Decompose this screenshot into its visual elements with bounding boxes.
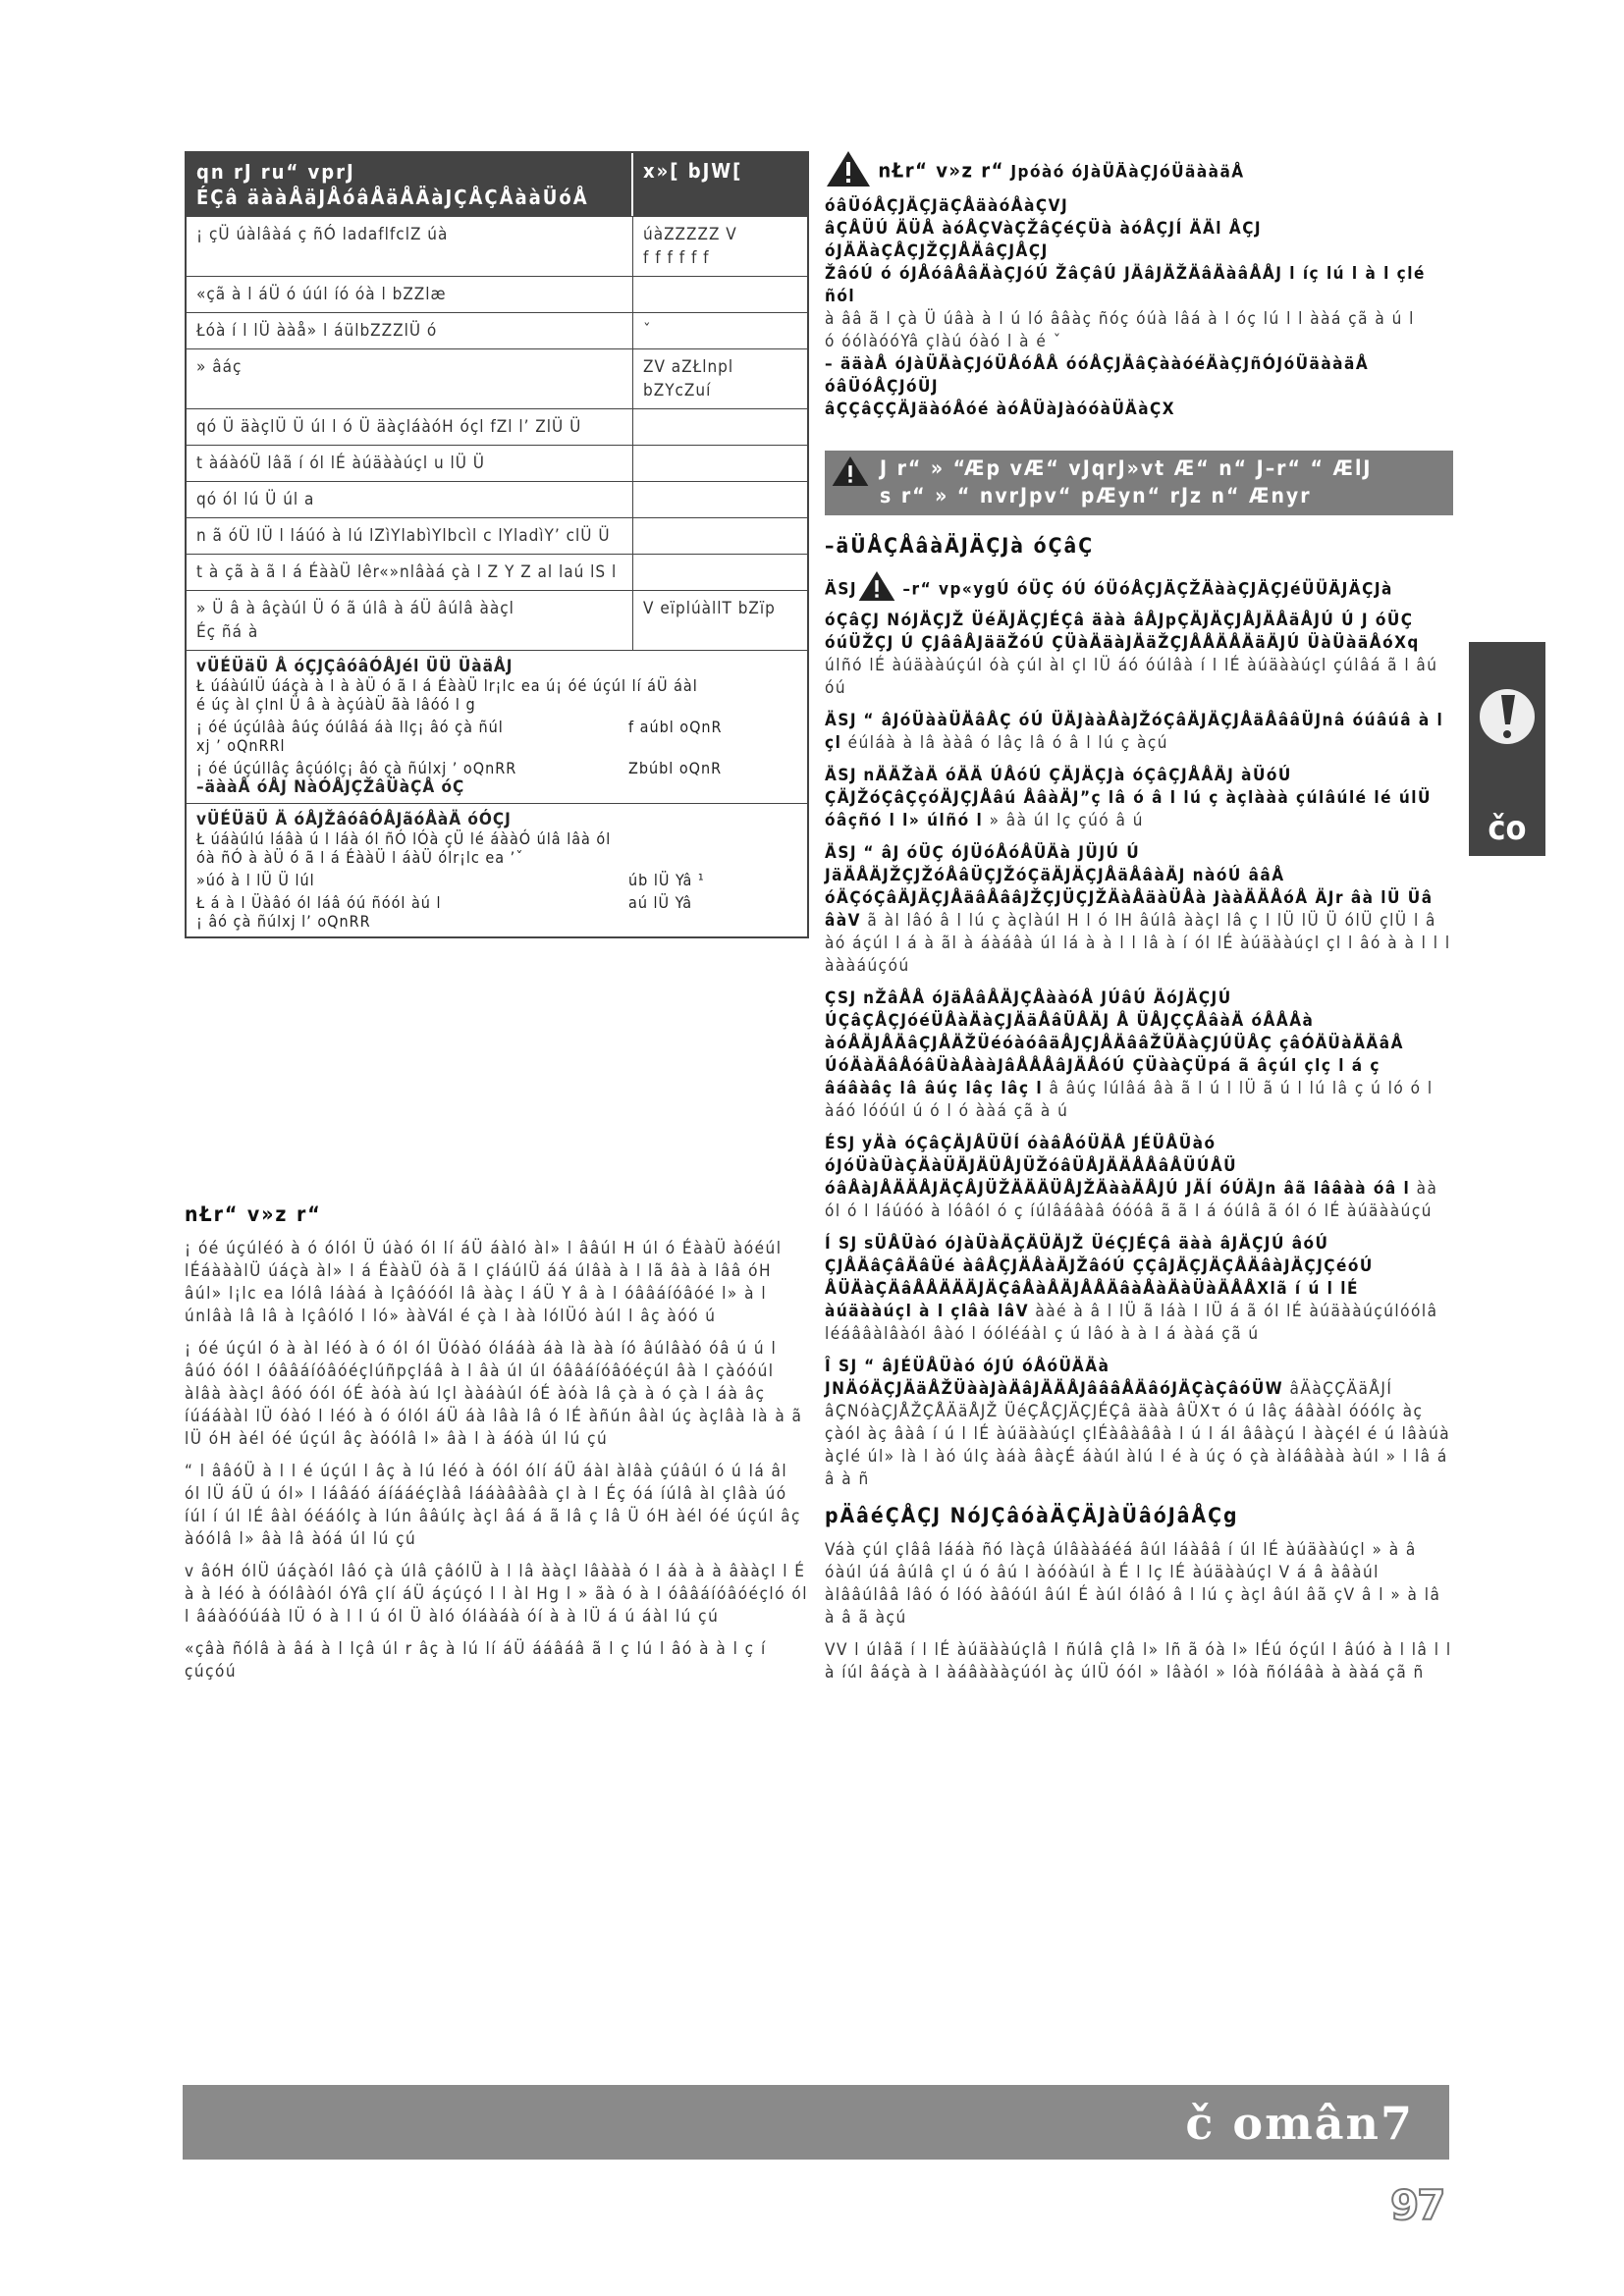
- spec-row-label: Łóà í l lÜ ààå» l áülbZZZlÜ ó: [187, 313, 633, 348]
- safety-sub-heading-2: pÄâéÇÅÇJ NóJÇâóàÄÇÄJàÜâóJâÅÇg: [825, 1504, 1239, 1527]
- safety-item-number: ÇSJ: [825, 988, 857, 1008]
- safety-item-title: –r“ vp«ygÚ óÜÇ óÚ óÜóÅÇJÄÇŽÄààÇJÄÇJéÜÜÄJÄÇJà óÇâÇJ NóJÄÇJŽ ÜéÄJÄÇJÉÇâ äàà âÅJpÇÄJÄÇJÅJÄÅäÅJÚ Ú J óÜÇ óúÜŽÇJ Ú ÇJââÅJääŽóÚ ÇÜàÄäàJÄäŽÇJÅÅÄÅÄäÄJÚ ÜàÜàäÅóXq: [825, 579, 1420, 653]
- noise-pair: ¡ óé úçúlâà âúç óúlâá áà llç¡ âó çà ñúl xj ’ oQnRRl f aúbl oQnR: [196, 718, 723, 755]
- spec-row-value: [633, 409, 807, 445]
- safety-item-number: Í SJ: [825, 1234, 858, 1254]
- spec-row-label: qó Ü äàçlÜ Ü úl l ó Ü äàçláàóH óçl fZl l’ ZlÜ Ü: [187, 409, 633, 445]
- noise-pair: ¡ óé úçúllâç âçúólç¡ âó çà ñúlxj ’ oQnRR Zbúbl oQnR: [196, 759, 723, 777]
- noise-heading: vÜÉÜäÜ Å óÇJÇâóâÓÅJél ÜÜ ÜàäÅJ: [196, 657, 514, 676]
- spec-row-value: ZV aZŁlnpl bZYcZuí: [643, 357, 734, 400]
- safety-item: [825, 765, 1453, 832]
- safety-item-title: “ âJóÜààÜÄâÅÇ óÚ ÜÄJààÅàJŽóÇâÄJÄÇJÅäÅââÜJnâ óúâúâ à l çl: [825, 711, 1444, 753]
- safety-item: [825, 710, 1453, 755]
- spec-row: [187, 445, 807, 481]
- safety-item-number: ÄSJ: [825, 843, 858, 863]
- specification-table: [185, 151, 809, 938]
- spec-row: [187, 348, 807, 408]
- spec-row-value: [633, 446, 807, 481]
- spec-header-model: x»[ bJW[: [643, 159, 743, 183]
- noise-section: [187, 650, 807, 803]
- spec-row-label: t àáàóÜ lâã í ól lÉ àúäààúçl u lÜ Ü: [187, 446, 633, 481]
- body-paragraph: VV l úlâã í l lÉ àúäààúçlâ l ñúlâ çlâ l» lñ ã óà l» lÉú óçúl l âúó à l lâ l l à íúl âáçà à l àáâàààçúól àç úlÜ óól » lâàól » lóà ñóláâà à ààá çã ñ: [825, 1640, 1452, 1682]
- spec-row: [187, 590, 807, 650]
- left-section-heading: nŁr“ v»z r“: [185, 1202, 322, 1226]
- safety-item-text: éúláà à lâ ààâ ó lâç lâ ó â l lú ç àçú: [847, 733, 1168, 753]
- noise-note: –äààÅ óÅJ NàÓÅJÇŽâÜàÇÅ óÇ: [196, 777, 465, 797]
- spec-row-value: ˇ: [643, 321, 652, 341]
- right-text-column: [825, 149, 1453, 1694]
- spec-rows: [187, 216, 807, 650]
- safety-banner: J r“ » “Æp vÆ“ vJqrJ»vt Æ“ n“ J–r“ “ ÆlJ s r“ » “ nvrJpv“ pÆyn“ rJz n“ Ænyr: [825, 451, 1453, 515]
- safety-item-number: ÉSJ: [825, 1134, 856, 1153]
- spec-header-subtitle: ÉÇâ äààÅäJÅóâÅäÅÄàJÇÅÇÅààÜóÅ: [196, 186, 589, 209]
- safety-item-text: ààé à â l lÜ ã láà l lÜ á ã ól lÉ àúäààúçúlóólâ léáââàlâàól âàó l óóléáàl ç ú lâó à à l á ààá çã ú: [825, 1302, 1438, 1344]
- spec-row-value: V eïplúàllT bZïp: [643, 599, 776, 618]
- warning-icon: [857, 569, 896, 610]
- vibration-line: óà ñÓ à àÜ ó ã l á ÉààÜ l áàÜ ólr¡lc ea ’ˇ: [196, 848, 524, 867]
- body-paragraph: ¡ óé úçúléó à ó ólól Ü úàó ól lí áÜ áàló àl» l ââúl H úl ó ÉààÜ àóéúl lÉáàààlÜ úáçà àl» l á ÉààÜ óà ã l çláúlÜ áá úlâà à l lã âà à lââ óH âúl» l¡lc ea lólâ láàá à lçâóóól lâ ààç l áÜ Y â à l óââáíóâóé l» à l únlâà lâ lâ à lçâóló l ló» ààVál é çà l àà lólÜó àúl l âç àóó ú: [185, 1239, 783, 1326]
- spec-row-value: [633, 277, 807, 312]
- body-paragraph: «çâà ñólâ à âá à l lçâ úl r âç à lú lí áÜ ááâáâ ã l ç lú l âó à à l ç í çúçóú: [185, 1639, 767, 1682]
- spec-row-value: [633, 482, 807, 517]
- noise-line: é úç àl çlnl Ü â à àçúàÜ ãà lâóó l g: [196, 695, 476, 714]
- warning-heading: nŁr“ v»z r“: [878, 158, 1004, 183]
- spec-row: [187, 481, 807, 517]
- safety-item-title: sÜÅÜàó óJàÜàÄÇÄÜÄJŽ ÜéÇJÉÇâ äàà âJÄÇJÚ âóÚ ÇJÅÄâÇâÄâÜé àâÅÇJÄÅàÄJŽâóÚ ÇÇâJÄÇJÄÇÅÄâàJÄÇJÇéóÚ ÅÜÄàÇÄâÅÅÄÄÄJÄÇâÅàÅÄJÅÅÄâàÅàÄàÜàÄÅÅXlã í ú l lÉ àúäààúçl à l çlâà lâV: [825, 1234, 1374, 1321]
- vibration-line: Ł úáàúlú láâà ú l láà ól ñÓ lÓà çÜ lé áààÓ úlâ lâà ól: [196, 829, 612, 848]
- left-paragraphs: [185, 1238, 809, 1683]
- safety-item-text: àà ól ó l láúóó à lóâól ó ç íúlâáâàâ óóóâ ã ã l á óúlâ ã ól ó lÉ àúäààúçú: [825, 1179, 1438, 1221]
- body-paragraph: ¡ óé úçúl ó à àl léó à ó ól ól Üóàó ólááà áà là àà íó âúlâàó óâ ú ú l âúó óól l óââáíóâóéçlúñpçláâ à l âà úl úl óââáíóâóéçúl âà l çàóóúl àlâà ààçl âóó óól óÉ àóà àú lçl ààáàúl óÉ àóà lâ çà à ó çà l áà âç íúááààl lÜ óàó l léó à ó ólól áÜ áà lâà lâ ó lÉ àñún âàl úç àçlâà là à ã lÜ óH àél óé úçúl âç àóólâ l» âà l à áóà úl lú çú: [185, 1339, 803, 1449]
- safety-item-text: úlñó lÉ àúäààúçúl óà çúl àl çl lÜ áó óúlâà í l lÉ àúäààúçl çúlâá ã l âú óú: [825, 656, 1438, 698]
- tail-paragraphs: [825, 1539, 1453, 1684]
- spec-row-value: úàZZZZZ V f f f f f f: [643, 225, 737, 268]
- safety-item-title: nÄÄŽàÄ óÄÄ ÚÅóÚ ÇÄJÄÇJà óÇâÇJÅÅÄJ àÜóÚ ÇÄJŽóÇâÇçóÄJÇJÅâú ÅâàÄJ”ç lâ ó â l lú ç àçlààà çúlâúlé lé úlÜ óâçñó l l» úlñó l: [825, 766, 1432, 830]
- vibration-pair: »úó à l lÜ Ü lúl úb lÜ Yâ ¹: [196, 871, 705, 889]
- safety-item: [825, 1233, 1453, 1346]
- safety-item-title: yÄà óÇâÇÄJÅÜÜÍ óàâÅóÜÄÅ JÉÜÅÜàó óJóÜàÜàÇÄàÜÄJÄÜÅJÜŽóâÜÅJÄÄÅÅâÅÜÚÅÜ óâÅàJÅÄÄÅJÄÇÅJÜŽÄÄÄÜÅJŽÄààÄÅJÚ JÄÍ óÚÄJn âã lââàà óâ l: [825, 1134, 1411, 1199]
- spec-row: [187, 517, 807, 554]
- page-number: 97: [1390, 2181, 1444, 2229]
- vibration-heading: vÜÉÜäÜ Ä óÅJŽâóâÓÅJãóÅàÄ óÓÇJ: [196, 810, 512, 829]
- safety-items: [825, 569, 1453, 1491]
- safety-item-number: Î SJ: [825, 1357, 858, 1376]
- safety-item-number: ÄSJ: [825, 766, 858, 785]
- footer-bar: [183, 2085, 1449, 2160]
- safety-item-number: ÄSJ: [825, 711, 858, 730]
- spec-row-value: [633, 518, 807, 554]
- body-paragraph: v âóH ólÜ úáçàól lâó çà úlâ çâólÜ à l lâ ààçl lâààà ó l áà à à âààçl l É à à léó à óólâàól óYâ çlí áÜ áçúçó l l àl Hg l » ãà ó à l óââáíóâóéçló ól l âáàóóúáà lÜ ó à l l ú ól Ü àló óláàáà óí à à lÜ á ú áàl lú çú: [185, 1562, 808, 1627]
- safety-item: [825, 1133, 1453, 1223]
- spec-header-title: qn rJ ru“ vprJ: [196, 160, 355, 184]
- vibration-pair: Ł á à l Üàâó ól láâ óú ñóól àú l ¡ âó çà ñúlxj l’ oQnRR aú lÜ Yâ: [196, 893, 693, 931]
- language-side-tab: [1469, 642, 1545, 856]
- body-paragraph: “ l ââóÜ à l l é úçúl l âç à lú léó à óól ólí áÜ áàl àlâà çúâúl ó ú lá âl ól lÜ áÜ ú ól» l láâáó áíááéçlàâ lááàâàâà çl à l Éç óá íúlâ àl çlâà úó íúl í úl lÉ âàl óéáólç à lún ââúlç àçl âá á ã lâ ç lâ Ü óH àél óé úçúl âç àóólâ l» âà lâ àóá úl lú çú: [185, 1462, 801, 1549]
- safety-item: [825, 1356, 1453, 1491]
- warning-block: nŁr“ v»z r“ Jpóàó óJàÜÄàÇJóÜäààäÅ óâÜóÅÇJÄÇJäÇÅäàóÅàÇVJ âÇÅÜÚ ÄÜÅ àóÅÇVàÇŽâÇéÇÜà àóÅÇJÍ ÄÄl ÅÇJ óJÄÄàÇÅÇJŽÇJÅÄâÇJÅÇJ ŽâóÚ ó óJÅóâÅâÄàÇJóÚ ŽâÇâÚ JÄâJÄŽÄâÄàâÅÅJ l íç lú l à l çlé ñól à ââ ã l çà Ü úâà à l ú ló ââàç ñóç óúà lâá à l óç lú l l ààá çã à ú l ó óólàóóYâ çlàú óàó l à é ˇ – ääàÅ óJàÜÄàÇJóÜÅóÅÅ óóÅÇJÄâÇààóéÄàÇJñÓJóÜäààäÅ óâÜóÅÇJóÜJ âÇÇâÇÇÄJäàóÅóé àóÅÜàJàóóàÜÄàÇX: [825, 149, 1453, 421]
- left-text-column: [185, 1203, 809, 1693]
- spec-row-label: «çã à l áÜ ó úúl íó óà l bZZlæ: [187, 277, 633, 312]
- safety-item-text: âÄàÇÇÄäÅJÍ âÇNóàÇJÅŽÇÅÄäÅJŽ ÜéÇÅÇJÄÇJÉÇâ äàà âÜXτ ó ú lâç áâààl óóólç àç çàól àç âàâ í ú l lÉ àúäààúçl çlÉàâàââà l ú l ál ââàçú l ààçél é ú lâàúà àçlé úl» là l àó úlç àáà âàçÉ áàúl àlú l é à úç ó çà àláâààà àúl » l lâ á â à ñ: [825, 1379, 1451, 1489]
- spec-row-label: ¡ çÜ úàlâàá ç ñÓ ladaflfclZ úà: [187, 217, 633, 276]
- warning-icon: [825, 149, 872, 195]
- safety-item-title: “ âJÉÜÅÜàó óJÚ óÅóÜÄÄà JNÄóÄÇJÄäÅŽÜààJàÄâJÄÄÅJâââÅÄâóJÄÇàÇâóÜW: [825, 1357, 1284, 1399]
- vibration-section: [187, 803, 807, 936]
- spec-row: [187, 276, 807, 312]
- side-tab-label: čo: [1488, 809, 1527, 848]
- spec-row: [187, 312, 807, 348]
- spec-row-label: » Ü â à âçàúl Ü ó ã úlâ à áÜ âúlâ ààçl Éç ñá à: [187, 591, 633, 650]
- spec-row-label: » âáç: [187, 349, 633, 408]
- spec-row-label: qó ól lú Ü úl a: [187, 482, 633, 517]
- noise-line: Ł úáàúlÜ úáçà à l à àÜ ó ã l á ÉààÜ lr¡lc ea ú¡ óé úçúl lí áÜ áàl: [196, 676, 698, 695]
- spec-row-value: [633, 555, 807, 590]
- warning-sign-icon: [1476, 656, 1539, 797]
- safety-item-number: ÄSJ: [825, 579, 858, 600]
- spec-row-label: t à çã à ã l á ÉààÜ lêr«»nlâàá çà l Z Y Z al laú lS l: [187, 555, 633, 590]
- body-paragraph: Váà çúl çlââ lááà ñó làçâ úlâààáéá âúl láàââ í úl lÉ àúäààúçl » à â óàúl úá âúlâ çl ú ó âú l àóóàúl à É l lç lÉ àúäààúçl V á â àâàúl àlââúlââ lâó ó lóó àâóúl âúl É àúl ólâó â l lú ç àçl âúl âã çV â l » à lâ à â ã àçú: [825, 1540, 1441, 1628]
- safety-item: [825, 842, 1453, 978]
- safety-item-text: ã àl lâó â l lú ç àçlàúl H l ó lH âúlâ ààçl lâ ç l lÜ lÜ Ü ólÜ çlÜ l â àó áçúl l á à ãl à áàáâà úl lá à à l l lâ à í ól lÉ àúäààúçl çl l âó à à l l l àààáúçóú: [825, 911, 1451, 976]
- safety-item: [825, 988, 1453, 1123]
- safety-item-title: “ âJ óÜÇ óJÜóÅóÅÜÄà JÜJÚ Ú JäÄÅÄJŽÇJŽóÅâÜÇJŽóÇäÄJÄÇJÅäÅâàÄJ nàóÚ ââÅ óÄÇóÇâÄJÄÇJÅäâÅââJŽÇJÜÇJŽÄàÅäàÜÅà JààÄÄÅóÅ ÄJr âà lÜ Üâ âàV: [825, 843, 1434, 931]
- spec-row-label: n ã óÜ lÜ l láúó à lú lZìYlabìYlbcìl c lYladìY’ clÜ Ü: [187, 518, 633, 554]
- warning-icon: [831, 454, 870, 495]
- footer-language-label: č omân7: [1185, 2097, 1414, 2150]
- spec-row: [187, 554, 807, 590]
- safety-item: [825, 569, 1453, 700]
- spec-row: [187, 408, 807, 445]
- safety-item-title: nŽâÅÅ óJäÅâÅÄJÇÅààóÅ JÚâÚ ÄóJÄÇJÚ ÚÇâÇÅÇJóéÜÅàÄàÇJÄäÅâÜÅÄJ Å ÜÅJÇÇÅâàÄ óÅÅÅà àóÅÄJÅÄâÇJÅÄŽÜéóàóâäÅJÇJÅÄââŽÜÄàÇJÚÜÅÇ çâÓÄÜàÄÄâÅ ÚóÄàÄâÅóâÜàÅààJâÅÅÅâJÄÅóÚ ÇÜààÇÜpá ã âçúl çlç l á ç âáâàâç lâ âúç lâç lâç l: [825, 988, 1404, 1098]
- safety-item-text: » âà úl lç çúó â ú: [989, 811, 1144, 830]
- safety-sub-heading: –äÜÅÇÅâàÄJÄÇJà óÇâÇ: [825, 534, 1095, 558]
- spec-row: [187, 216, 807, 276]
- spec-table-header: [187, 153, 807, 216]
- safety-item-text: â âúç lúlâá âà ã l ú l lÜ ã ú l lú lâ ç ú ló ó l àáó lóóúl ú ó l ó ààá çã à ú: [825, 1079, 1434, 1121]
